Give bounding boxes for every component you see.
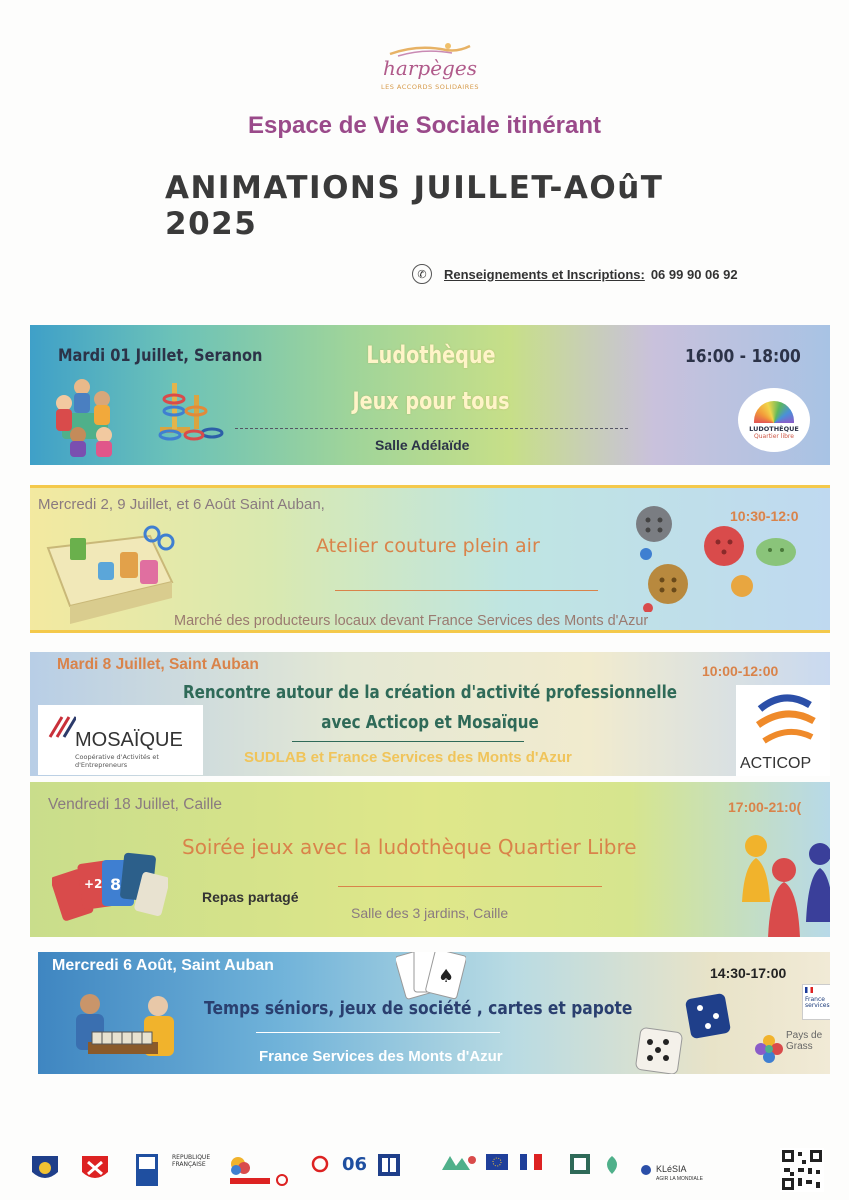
france-services-logo (802, 984, 830, 1020)
svg-text:8: 8 (110, 875, 122, 894)
event-banner-soiree-jeux (30, 782, 830, 937)
seniors-playing-illustration (70, 992, 180, 1072)
department-crest-icon (80, 1154, 110, 1184)
logo-word: harpèges (383, 56, 477, 80)
partner-logo-icon (378, 1154, 400, 1176)
region-crest-icon (30, 1154, 60, 1184)
mosaique-tagline: Coopérative d'Activités et d'Entrepreneurs (75, 753, 159, 769)
page-title: ANIMATIONS JUILLET-AOûT 2025 (165, 170, 664, 242)
mosaique-stripes-icon (48, 715, 76, 739)
info-label: Renseignements et Inscriptions: (444, 266, 645, 282)
ludo-logo-line2: Quartier libre (754, 432, 794, 440)
game-pawns-illustration (732, 830, 830, 937)
ring-toss-illustration (150, 377, 230, 447)
ludo-logo-line1: LUDOTHÈQUE (749, 424, 799, 433)
departement-06-logo: 06 (342, 1154, 368, 1175)
info-phone[interactable]: 06 99 90 06 92 (650, 266, 738, 282)
alpes-logo-icon (442, 1154, 478, 1170)
event-title: Temps séniors, jeux de société , cartes et papote (204, 998, 633, 1019)
divider (338, 886, 602, 887)
event-date: Mercredi 6 Août, Saint Auban (52, 957, 274, 974)
event-title-line1: Rencontre autour de la création d'activité professionnelle (182, 682, 678, 703)
svg-text:+2: +2 (84, 877, 103, 891)
logo-tagline: LES ACCORDS SOLIDAIRES (381, 83, 479, 91)
event-date: Vendredi 18 Juillet, Caille (48, 796, 223, 813)
region-logo-icon (520, 1154, 542, 1170)
phone-icon: ✆ (412, 264, 432, 284)
flower-icon (754, 1034, 784, 1064)
mosaique-name: MOSAÏQUE (75, 729, 183, 751)
event-subtitle: SUDLAB et France Services des Monts d'Azur (244, 749, 572, 766)
event-date: Mercredi 2, 9 Juillet, et 6 Août Saint Auban, (38, 496, 325, 513)
circle-logo-icon (310, 1154, 330, 1174)
event-place: Salle Adélaïde (375, 437, 470, 453)
event-time: 10:00-12:00 (702, 663, 779, 679)
divider (235, 428, 628, 429)
ludotheque-logo (738, 388, 810, 452)
event-place: Marché des producteurs locaux devant France Services des Monts d'Azur (174, 613, 649, 629)
event-time: 14:30-17:00 (710, 965, 787, 981)
sewing-box-illustration (40, 518, 180, 628)
event-place: France Services des Monts d'Azur (259, 1048, 503, 1065)
community-logo-icon (570, 1154, 590, 1174)
event-title: Atelier couture plein air (316, 535, 540, 557)
event-time: 17:00-21:0( (728, 799, 802, 815)
event-banner-rencontre (30, 652, 830, 776)
france-services-name: France services (805, 996, 830, 1009)
acticop-swoosh-icon (754, 691, 816, 751)
qr-code[interactable] (780, 1148, 824, 1192)
rainbow-icon (754, 401, 794, 423)
agir-la-mondiale-logo: AGIR LA MONDIALE (656, 1176, 703, 1182)
harpeges-logo (360, 38, 500, 98)
event-date: Mardi 8 Juillet, Saint Auban (57, 656, 259, 673)
event-banner-seniors (38, 952, 830, 1074)
children-playing-illustration (48, 373, 120, 457)
event-place: Salle des 3 jardins, Caille (351, 905, 509, 921)
divider (292, 741, 524, 742)
divider (256, 1032, 500, 1033)
pays-name: Pays de Grass (786, 1030, 823, 1052)
pays-de-grasse-logo (754, 1026, 830, 1070)
event-date: Mardi 01 Juillet, Seranon (58, 346, 263, 366)
playing-cards-illustration (396, 952, 466, 1002)
game-cards-illustration (52, 850, 168, 926)
klesia-logo: KLéSIA (656, 1164, 687, 1174)
caf-logo-icon (136, 1154, 158, 1186)
petits-freres-logo-icon (228, 1154, 290, 1186)
page-subtitle: Espace de Vie Sociale itinérant (247, 112, 602, 139)
acticop-name: ACTICOP (740, 755, 812, 772)
event-title: Ludothèque (366, 341, 496, 369)
event-title-line2: avec Acticop et Mosaïque (321, 712, 539, 733)
contact-info (412, 262, 738, 286)
event-title: Soirée jeux avec la ludothèque Quartier Libre (182, 835, 637, 859)
event-time: 16:00 - 18:00 (685, 346, 801, 367)
acticop-logo (736, 685, 830, 776)
leaf-logo-icon (602, 1154, 622, 1176)
event-subtitle: Jeux pour tous (352, 387, 510, 415)
eu-flag-icon (486, 1154, 508, 1170)
mosaique-logo (38, 705, 203, 775)
event-time: 10:30-12:0 (730, 508, 799, 524)
french-flag-icon (805, 987, 813, 993)
svg-text:♠: ♠ (438, 966, 455, 987)
republique-francaise-logo: REPUBLIQUE FRANÇAISE (172, 1154, 211, 1168)
divider (335, 590, 598, 591)
event-banner-couture (30, 485, 830, 633)
event-meal: Repas partagé (202, 889, 299, 905)
klesia-dot-icon (640, 1164, 652, 1176)
partner-logos (30, 1148, 830, 1194)
dice-illustration (632, 992, 758, 1074)
event-banner-ludotheque (30, 325, 830, 465)
